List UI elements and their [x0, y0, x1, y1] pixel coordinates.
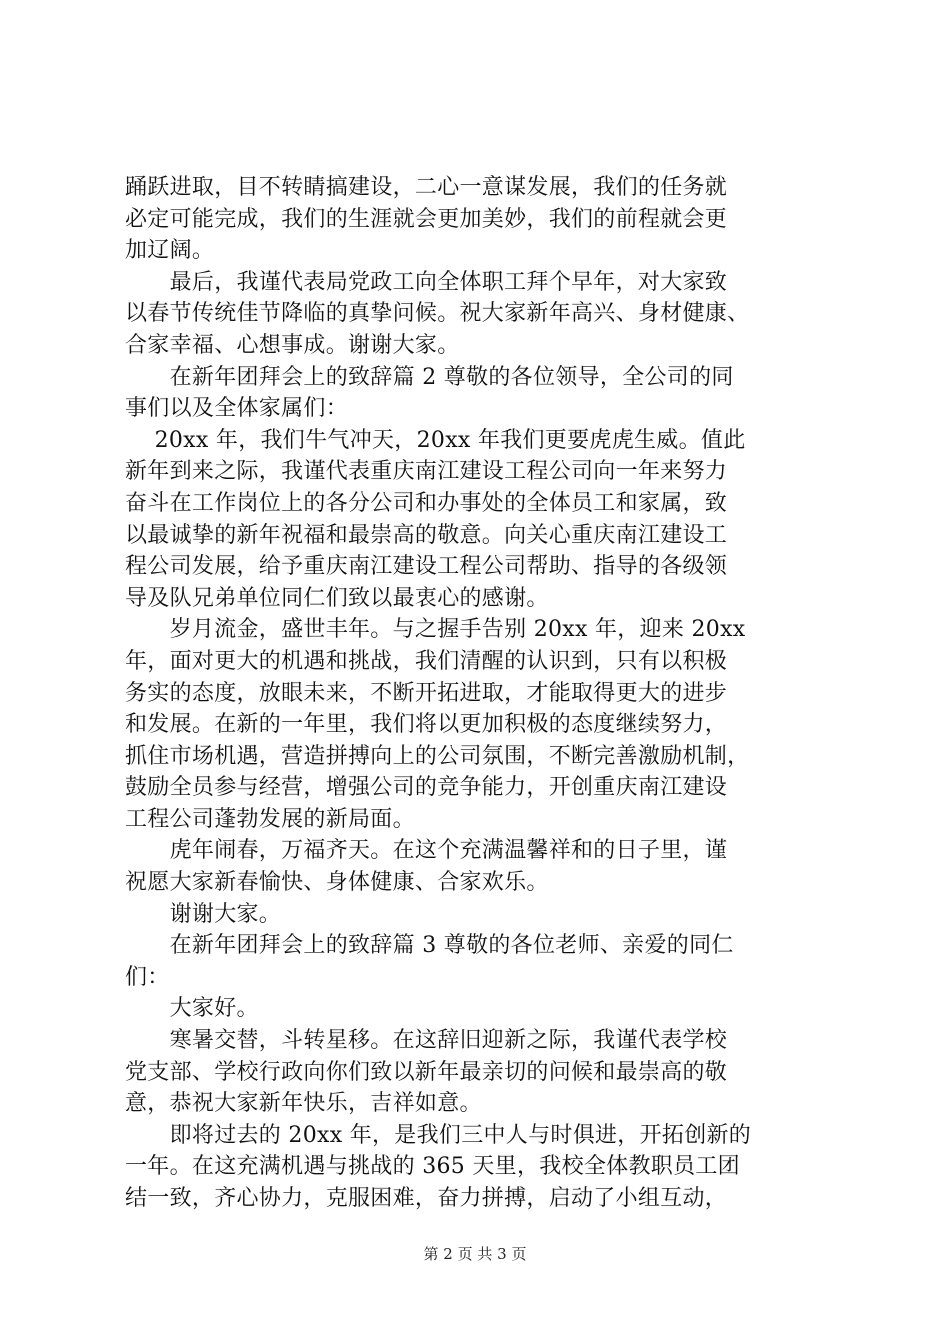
text-line: 一年。在这充满机遇与挑战的 365 天里，我校全体教职员工团 [125, 1154, 740, 1180]
text-line: 奋斗在工作岗位上的各分公司和办事处的全体员工和家属，致 [125, 490, 728, 516]
text-line: 20xx 年，我们牛气冲天，20xx 年我们更要虎虎生威。值此 [125, 427, 746, 453]
text-line: 加辽阔。 [125, 238, 215, 264]
text-line: 们： [125, 964, 170, 990]
text-line: 新年到来之际，我谨代表重庆南江建设工程公司向一年来努力 [125, 459, 728, 485]
text-line: 鼓励全员参与经营，增强公司的竞争能力，开创重庆南江建设 [125, 775, 728, 801]
text-line: 结一致，齐心协力，克服困难，奋力拼搏，启动了小组互动， [125, 1186, 728, 1211]
text-line: 程公司发展，给予重庆南江建设工程公司帮助、指导的各级领 [125, 554, 728, 580]
page-footer: 第 2 页 共 3 页 [423, 1245, 527, 1263]
text-line: 以春节传统佳节降临的真挚问候。祝大家新年高兴、身材健康、 [125, 301, 750, 327]
text-line: 抓住市场机遇，营造拼搏向上的公司氛围，不断完善激励机制， [125, 743, 750, 769]
text-line: 党支部、学校行政向你们致以新年最亲切的问候和最崇高的敬 [125, 1059, 728, 1085]
text-line: 谢谢大家。 [125, 901, 282, 927]
text-line: 年，面对更大的机遇和挑战，我们清醒的认识到，只有以积极 [125, 648, 728, 674]
text-line: 寒暑交替，斗转星移。在这辞旧迎新之际，我谨代表学校 [125, 1028, 728, 1054]
text-line: 合家幸福、心想事成。谢谢大家。 [125, 332, 460, 358]
text-line: 踊跃进取，目不转睛搞建设，二心一意谋发展，我们的任务就 [125, 175, 728, 200]
text-line: 工程公司蓬勃发展的新局面。 [125, 806, 415, 832]
text-line: 大家好。 [125, 996, 259, 1022]
text-line: 以最诚挚的新年祝福和最崇高的敬意。向关心重庆南江建设工 [125, 522, 728, 548]
body-text [125, 172, 840, 1215]
text-line: 即将过去的 20xx 年，是我们三中人与时俱进，开拓创新的 [125, 1122, 752, 1148]
text-line: 最后，我谨代表局党政工向全体职工拜个早年，对大家致 [125, 269, 728, 295]
text-line: 虎年闹春，万福齐天。在这个充满温馨祥和的日子里，谨 [125, 838, 728, 864]
text-line: 事们以及全体家属们： [125, 396, 349, 422]
text-line: 在新年团拜会上的致辞篇 3 尊敬的各位老师、亲爱的同仁 [125, 933, 734, 959]
text-line: 岁月流金，盛世丰年。与之握手告别 20xx 年，迎来 20xx [125, 617, 746, 643]
text-line: 意，恭祝大家新年快乐，吉祥如意。 [125, 1091, 482, 1117]
text-line: 务实的态度，放眼未来，不断开拓进取，才能取得更大的进步 [125, 680, 728, 706]
text-line: 在新年团拜会上的致辞篇 2 尊敬的各位领导，全公司的同 [125, 364, 734, 390]
text-line: 祝愿大家新春愉快、身体健康、合家欢乐。 [125, 870, 549, 896]
text-line: 导及队兄弟单位同仁们致以最衷心的感谢。 [125, 585, 549, 611]
text-line: 和发展。在新的一年里，我们将以更加积极的态度继续努力， [125, 712, 728, 738]
text-line: 必定可能完成，我们的生涯就会更加美妙，我们的前程就会更 [125, 206, 728, 232]
